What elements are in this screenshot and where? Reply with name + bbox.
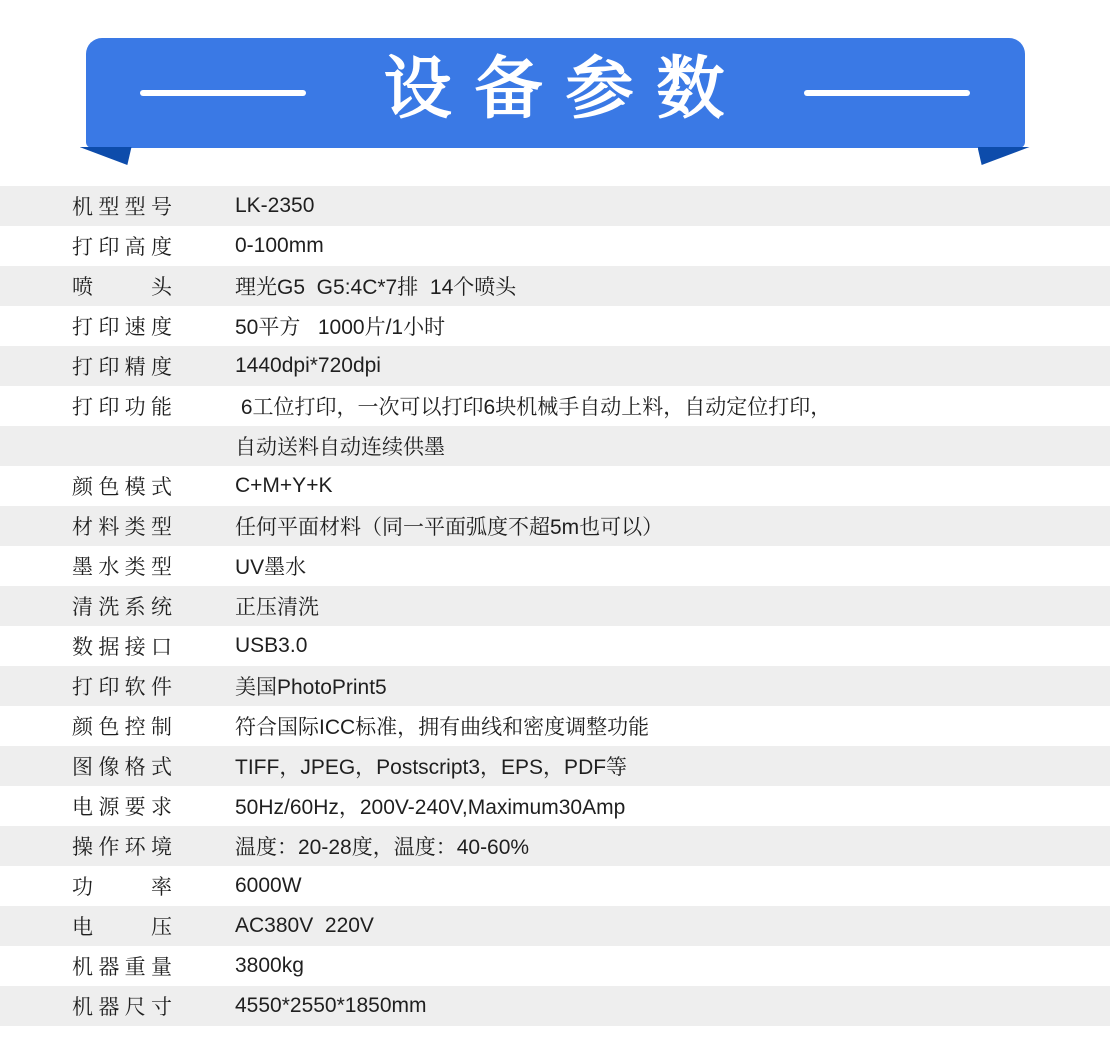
ribbon-fold-left: [80, 147, 132, 165]
spec-label: 打印功能: [72, 396, 172, 419]
spec-value: TIFF，JPEG，Postscript3，EPS，PDF等: [235, 756, 628, 779]
spec-value: 任何平面材料（同一平面弧度不超5m也可以）: [235, 516, 664, 539]
table-row: [0, 666, 1110, 706]
banner-ribbon: [86, 38, 1025, 148]
spec-value: 4550*2550*1850mm: [235, 994, 427, 1017]
spec-value: 温度：20-28度，温度：40-60%: [235, 836, 530, 859]
spec-label: 打印精度: [72, 356, 172, 379]
spec-label: 清洗系统: [72, 596, 172, 619]
spec-label: 电源要求: [72, 796, 172, 819]
table-row: [0, 546, 1110, 586]
spec-value: C+M+Y+K: [235, 474, 333, 497]
spec-label: 操作环境: [72, 836, 172, 859]
page-title: 设 备 参 数: [383, 51, 727, 127]
spec-value: 1440dpi*720dpi: [235, 354, 381, 377]
spec-value: 6000W: [235, 874, 302, 897]
spec-table: [0, 186, 1110, 1026]
spec-value: LK-2350: [235, 194, 315, 217]
table-row: [0, 346, 1110, 386]
table-row: [0, 386, 1110, 426]
table-row: [0, 306, 1110, 346]
table-row: [0, 946, 1110, 986]
spec-value: 美国PhotoPrint5: [235, 676, 387, 699]
spec-value: AC380V 220V: [235, 914, 374, 937]
table-row: [0, 426, 1110, 466]
spec-value: USB3.0: [235, 634, 308, 657]
table-row: [0, 746, 1110, 786]
spec-label: 打印速度: [72, 316, 172, 339]
banner-dash-left: [140, 90, 306, 96]
table-row: [0, 626, 1110, 666]
table-row: [0, 586, 1110, 626]
spec-label: 电压: [72, 916, 172, 939]
spec-label: 材料类型: [72, 516, 172, 539]
spec-label: 打印软件: [72, 676, 172, 699]
spec-value: 3800kg: [235, 954, 304, 977]
spec-value: 正压清洗: [235, 596, 319, 619]
spec-value: 符合国际ICC标准，拥有曲线和密度调整功能: [235, 716, 650, 739]
table-row: [0, 226, 1110, 266]
table-row: [0, 466, 1110, 506]
table-row: [0, 906, 1110, 946]
spec-label: 机器重量: [72, 956, 172, 979]
spec-value: 6工位打印，一次可以打印6块机械手自动上料，自动定位打印，: [235, 396, 832, 419]
table-row: [0, 826, 1110, 866]
table-row: [0, 786, 1110, 826]
spec-value: 自动送料自动连续供墨: [235, 436, 445, 459]
spec-value: 0-100mm: [235, 234, 324, 257]
spec-value: 理光G5 G5:4C*7排 14个喷头: [235, 276, 517, 299]
spec-label: 墨水类型: [72, 556, 172, 579]
table-row: [0, 986, 1110, 1026]
spec-label: 颜色模式: [72, 476, 172, 499]
table-row: [0, 866, 1110, 906]
spec-label: 喷头: [72, 276, 172, 299]
table-row: [0, 266, 1110, 306]
spec-label: 机型型号: [72, 196, 172, 219]
spec-value: UV墨水: [235, 556, 307, 579]
spec-label: 颜色控制: [72, 716, 172, 739]
spec-label: 机器尺寸: [72, 996, 172, 1019]
table-row: [0, 186, 1110, 226]
spec-value: 50平方 1000片/1小时: [235, 316, 446, 339]
ribbon-fold-right: [978, 147, 1030, 165]
spec-label: 功率: [72, 876, 172, 899]
table-row: [0, 706, 1110, 746]
spec-label: 图像格式: [72, 756, 172, 779]
banner-dash-right: [804, 90, 970, 96]
spec-value: 50Hz/60Hz，200V-240V,Maximum30Amp: [235, 796, 626, 819]
table-row: [0, 506, 1110, 546]
spec-label: 数据接口: [72, 636, 172, 659]
spec-label: 打印高度: [72, 236, 172, 259]
